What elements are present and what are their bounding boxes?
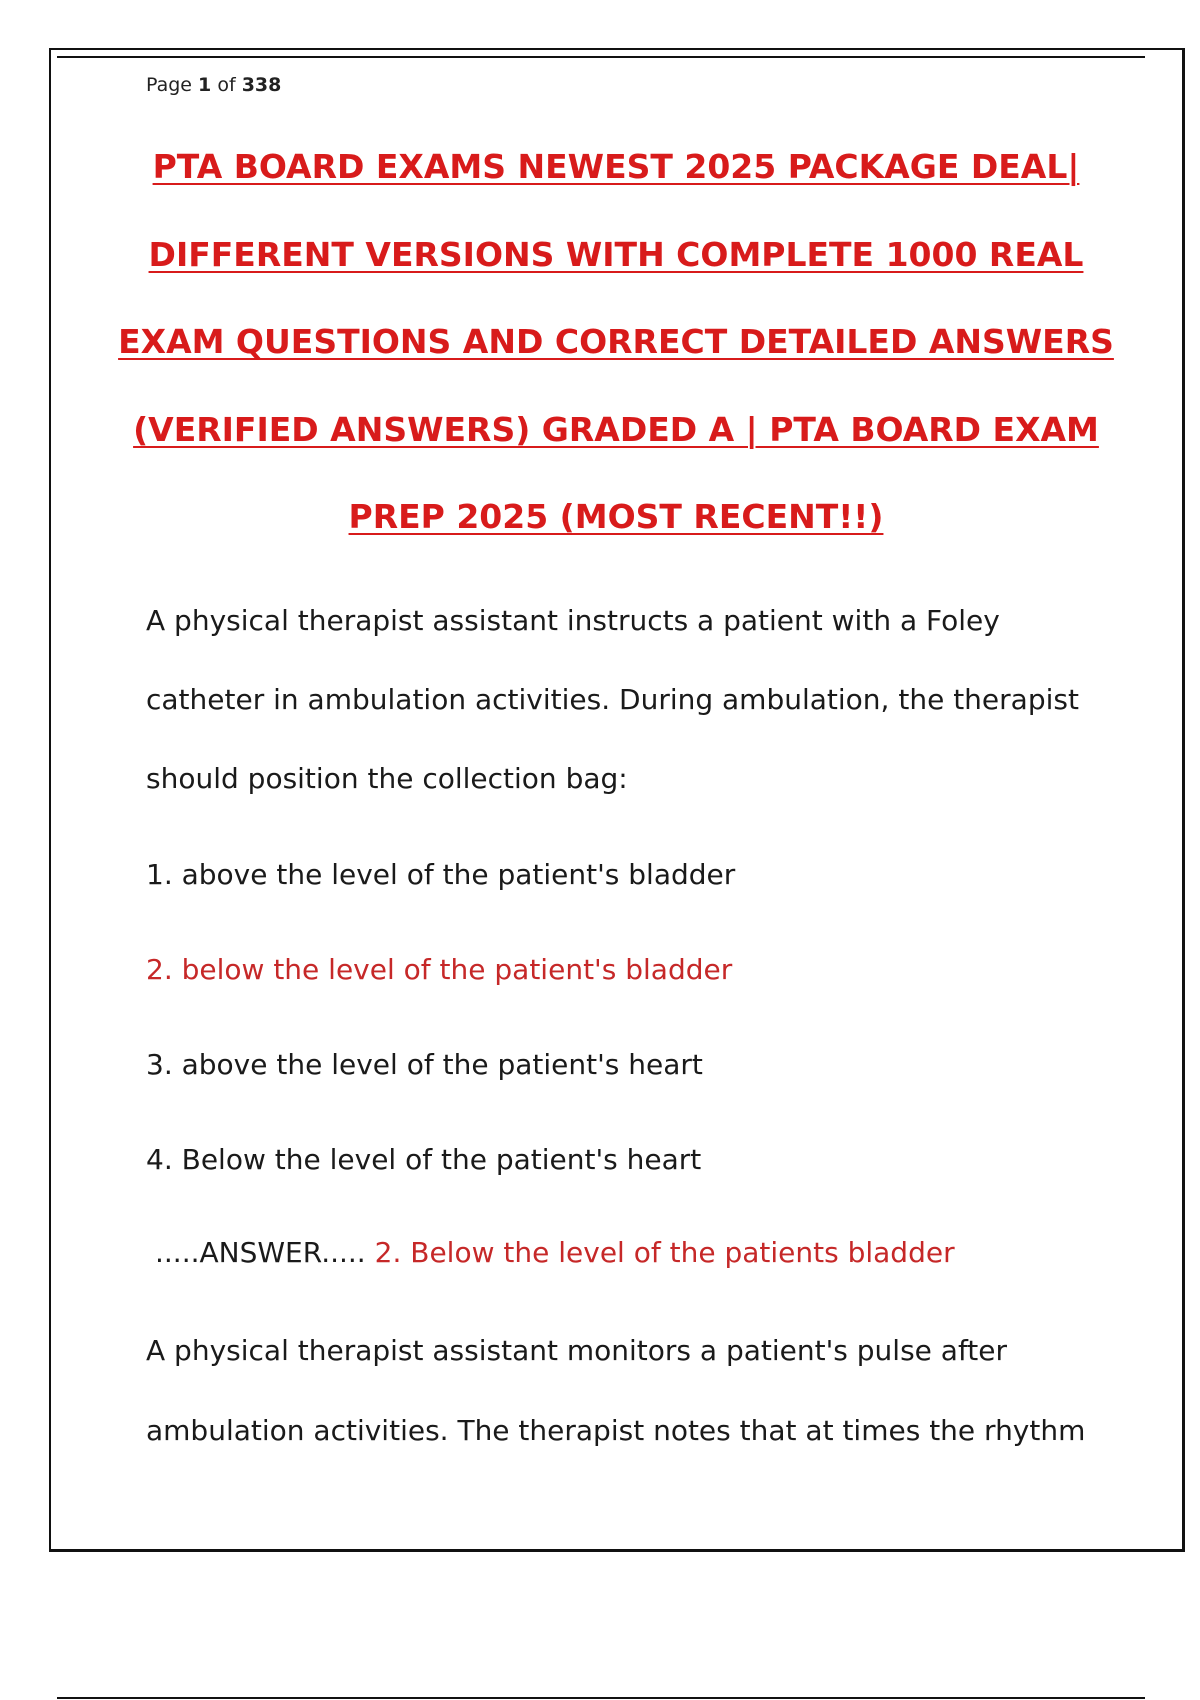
title-line-2: DIFFERENT VERSIONS WITH COMPLETE 1000 REAL (148, 235, 1084, 274)
question2-stem-line-1: A physical therapist assistant monitors a patient's pulse after (146, 1334, 1008, 1367)
title-line-5: PREP 2025 (MOST RECENT!!) (348, 497, 884, 536)
question2-stem-line-2: ambulation activities. The therapist notes that at times the rhythm (146, 1414, 1086, 1447)
title-line-4: (VERIFIED ANSWERS) GRADED A | PTA BOARD EXAM (133, 410, 1099, 449)
answer-prefix: .....ANSWER..... (155, 1236, 366, 1269)
question1-answer (155, 1236, 955, 1269)
top-rule (57, 56, 1145, 58)
answer-text: 2. Below the level of the patients bladder (374, 1236, 955, 1269)
question1-stem-line-2: catheter in ambulation activities. During ambulation, the therapist (146, 683, 1079, 716)
bottom-rule (57, 1697, 1145, 1699)
page-label: Page (146, 74, 192, 96)
page-number (146, 74, 281, 96)
page-current: 1 (198, 74, 212, 96)
question1-option-2-correct: 2. below the level of the patient's bladder (146, 953, 733, 986)
title-line-3: EXAM QUESTIONS AND CORRECT DETAILED ANSWERS (118, 322, 1114, 361)
question1-option-4: 4. Below the level of the patient's heart (146, 1143, 702, 1176)
question1-option-3: 3. above the level of the patient's heart (146, 1048, 703, 1081)
question1-stem-line-3: should position the collection bag: (146, 762, 628, 795)
page-of: of (217, 74, 236, 96)
title-line-1: PTA BOARD EXAMS NEWEST 2025 PACKAGE DEAL| (152, 147, 1080, 186)
page-total: 338 (241, 74, 282, 96)
question1-stem-line-1: A physical therapist assistant instructs a patient with a Foley (146, 604, 1000, 637)
question1-option-1: 1. above the level of the patient's bladder (146, 858, 736, 891)
